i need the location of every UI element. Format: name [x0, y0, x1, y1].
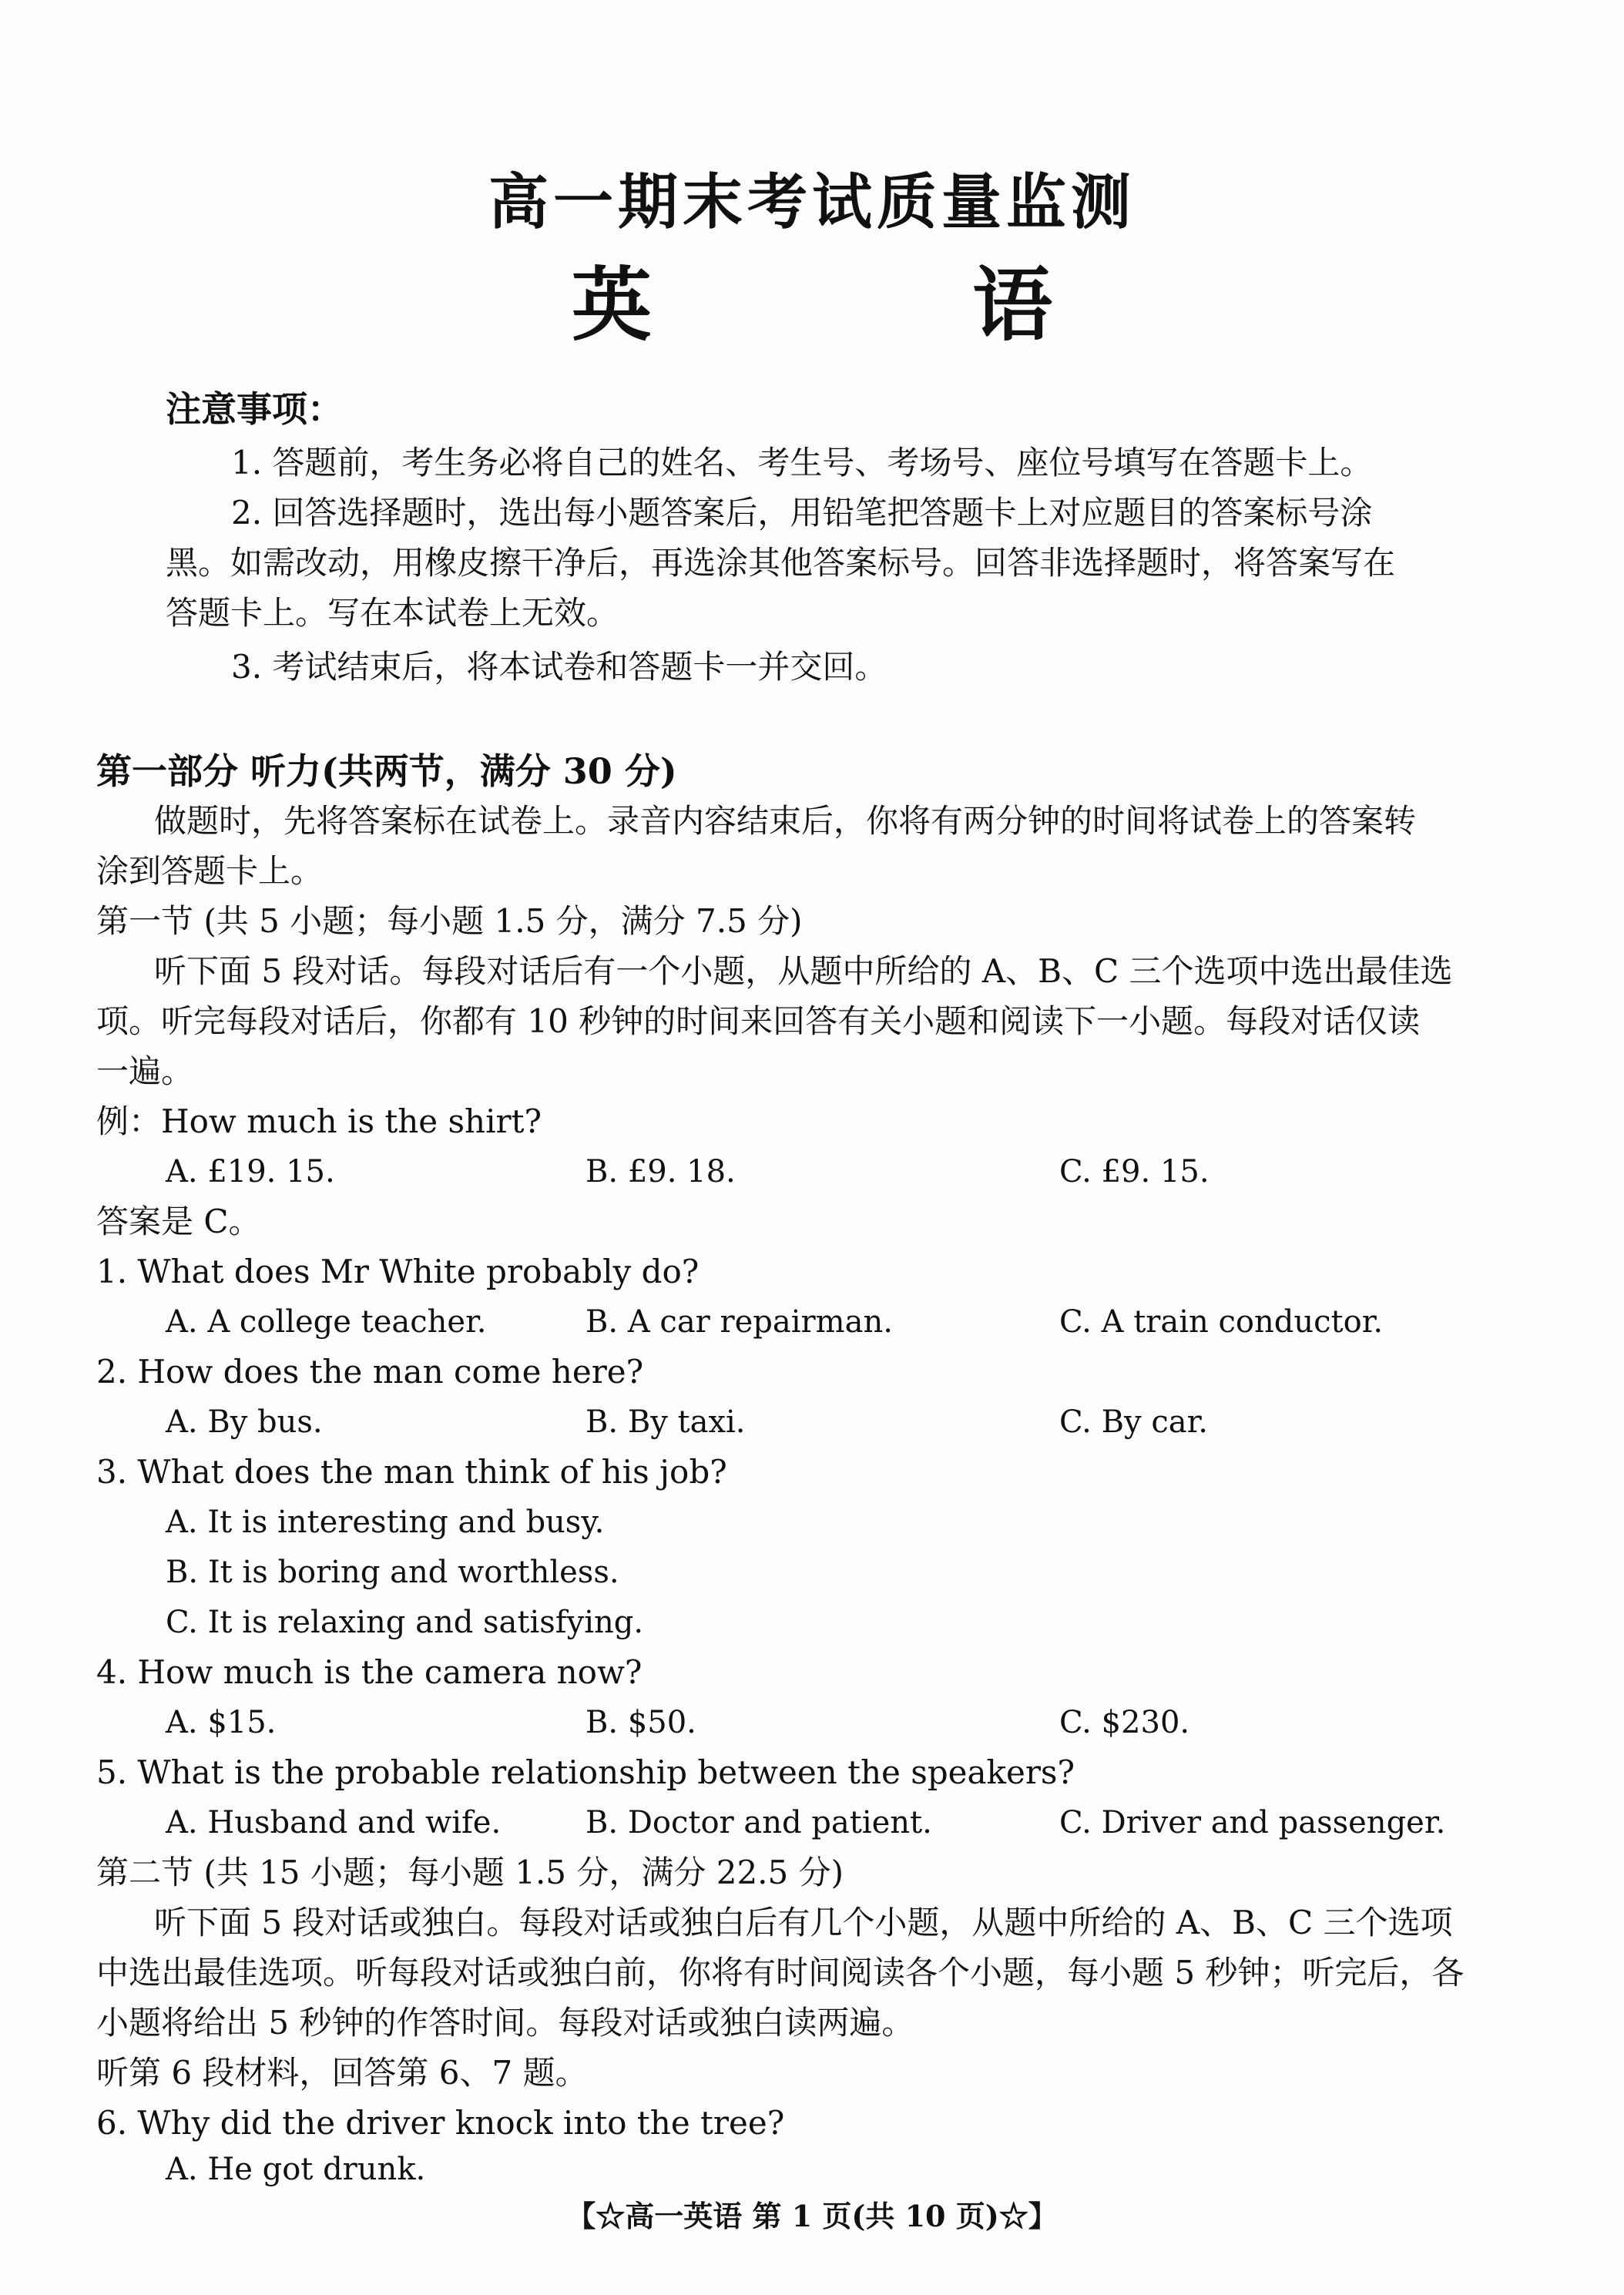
notice-item-2-line-2: 黑。如需改动，用橡皮擦干净后，再选涂其他答案标号。回答非选择题时，将答案写在 — [166, 544, 1396, 582]
notice-item-2-line-3: 答题卡上。写在本试卷上无效。 — [166, 594, 619, 632]
question-2-option-b: B. By taxi. — [586, 1404, 746, 1440]
question-5-option-c: C. Driver and passenger. — [1059, 1805, 1446, 1840]
section2-intro-line-1: 听下面 5 段对话或独白。每段对话或独白后有几个小题，从题中所给的 A、B、C 三个选项 — [154, 1904, 1453, 1941]
notice-item-2-line-1: 2. 回答选择题时，选出每小题答案后，用铅笔把答题卡上对应题目的答案标号涂 — [231, 494, 1373, 532]
section1-intro-line-2: 项。听完每段对话后，你都有 10 秒钟的时间来回答有关小题和阅读下一小题。每段对话仅读 — [96, 1002, 1421, 1040]
notice-item-3: 3. 考试结束后，将本试卷和答题卡一并交回。 — [231, 648, 887, 686]
question-1-option-a: A. A college teacher. — [166, 1304, 487, 1340]
question-3-option-b: B. It is boring and worthless. — [166, 1555, 619, 1590]
section2-material-6: 听第 6 段材料，回答第 6、7 题。 — [96, 2054, 588, 2092]
section1-intro-line-1: 听下面 5 段对话。每段对话后有一个小题，从题中所给的 A、B、C 三个选项中选出最佳选 — [154, 952, 1453, 990]
question-1-option-c: C. A train conductor. — [1059, 1304, 1384, 1340]
subject-title: 英 语 — [571, 257, 1200, 352]
question-5-option-b: B. Doctor and patient. — [586, 1805, 932, 1840]
question-4-option-b: B. $50. — [586, 1705, 696, 1740]
question-3-option-c: C. It is relaxing and satisfying. — [166, 1605, 644, 1640]
part1-heading: 第一部分 听力(共两节，满分 30 分) — [96, 750, 677, 792]
question-4: 4. How much is the camera now? — [96, 1653, 643, 1691]
example-option-b: B. £9. 18. — [586, 1154, 736, 1189]
example-question: 例：How much is the shirt? — [96, 1102, 542, 1140]
question-4-option-a: A. $15. — [166, 1705, 277, 1740]
question-2-option-a: A. By bus. — [166, 1404, 323, 1440]
question-3: 3. What does the man think of his job? — [96, 1453, 727, 1491]
section2-intro-line-2: 中选出最佳选项。听每段对话或独白前，你将有时间阅读各个小题，每小题 5 秒钟；听完后，各 — [96, 1954, 1465, 1991]
part1-intro-line-1: 做题时，先将答案标在试卷上。录音内容结束后，你将有两分钟的时间将试卷上的答案转 — [154, 802, 1417, 840]
section2-heading: 第二节 (共 15 小题；每小题 1.5 分，满分 22.5 分) — [96, 1854, 844, 1891]
page-footer: 【☆高一英语 第 1 页(共 10 页)☆】 — [566, 2199, 1058, 2233]
section2-intro-line-3: 小题将给出 5 秒钟的作答时间。每段对话或独白读两遍。 — [96, 2004, 914, 2042]
question-5-option-a: A. Husband and wife. — [166, 1805, 502, 1840]
question-4-option-c: C. $230. — [1059, 1705, 1190, 1740]
notice-heading: 注意事项： — [166, 388, 343, 430]
question-2: 2. How does the man come here? — [96, 1353, 644, 1391]
example-option-a: A. £19. 15. — [166, 1154, 335, 1189]
question-6: 6. Why did the driver knock into the tree? — [96, 2104, 785, 2142]
question-2-option-c: C. By car. — [1059, 1404, 1209, 1440]
example-option-c: C. £9. 15. — [1059, 1154, 1210, 1189]
section1-intro-line-3: 一遍。 — [96, 1052, 194, 1090]
notice-item-1: 1. 答题前，考生务必将自己的姓名、考生号、考场号、座位号填写在答题卡上。 — [231, 444, 1373, 481]
question-6-option-a: A. He got drunk. — [166, 2152, 426, 2187]
question-1: 1. What does Mr White probably do? — [96, 1253, 700, 1290]
question-5: 5. What is the probable relationship between the speakers? — [96, 1753, 1075, 1791]
example-answer: 答案是 C。 — [96, 1203, 261, 1240]
question-1-option-b: B. A car repairman. — [586, 1304, 893, 1340]
exam-title: 高一期末考试质量监测 — [488, 167, 1136, 237]
section1-heading: 第一节 (共 5 小题；每小题 1.5 分，满分 7.5 分) — [96, 902, 803, 940]
question-3-option-a: A. It is interesting and busy. — [166, 1505, 605, 1540]
part1-intro-line-2: 涂到答题卡上。 — [96, 852, 324, 890]
